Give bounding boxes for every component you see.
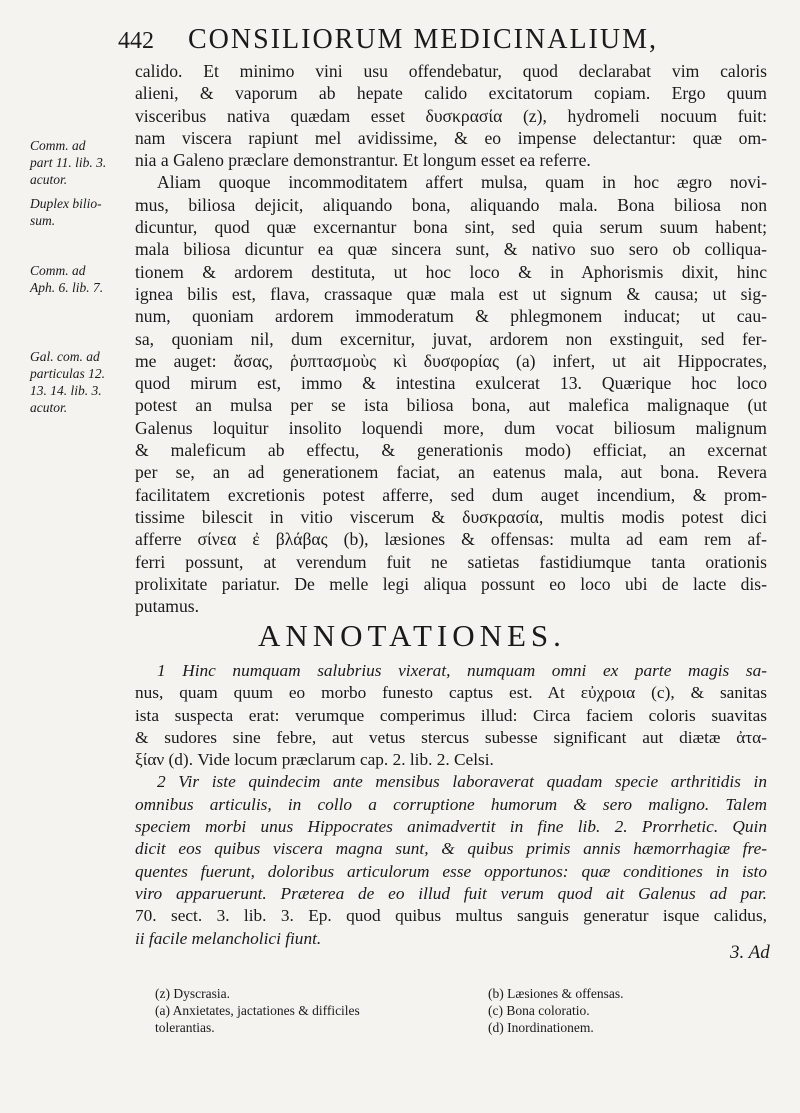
margin-note-duplex: Duplex bilio- sum. bbox=[30, 196, 102, 228]
text-line: Aliam quoque incommoditatem affert mulsa, quam in hoc ægro novi- bbox=[157, 172, 767, 193]
annotations-text bbox=[135, 660, 767, 950]
text-line: dicuntur, quod quæ excernantur bona sint, sed quia serum suum habent; bbox=[135, 217, 767, 238]
margin-note-aph: Comm. ad Aph. 6. lib. 7. bbox=[30, 263, 104, 295]
footnote: (a) Anxietates, jactationes & difficiles bbox=[155, 1003, 360, 1018]
main-text bbox=[135, 60, 767, 617]
footnote: (c) Bona coloratio. bbox=[488, 1003, 590, 1018]
annotation-line: 1 Hinc numquam salubrius vixerat, numquam omni ex parte magis sa- bbox=[157, 661, 767, 680]
catchword: 3. Ad bbox=[730, 942, 770, 963]
text-line: calido. Et minimo vini usu offendebatur, quod declarabat vim caloris bbox=[135, 61, 767, 81]
annotation-line: speciem morbi unus Hippocrates animadvertit in fine lib. 2. Prorrhetic. Quin bbox=[135, 817, 767, 837]
annotations-heading: ANNOTATIONES. bbox=[258, 618, 566, 653]
page-number: 442 bbox=[118, 28, 154, 54]
text-line: nam viscera rapiunt mel avidissime, & eo impense delectantur: quæ om- bbox=[135, 127, 767, 148]
footnotes-left bbox=[155, 985, 360, 1036]
text-line: alieni, & vaporum ab hepate calido excitatorum copiam. Ergo quum bbox=[135, 83, 767, 104]
text-line: num, quoniam ardorem immoderatum & phlegmonem inducat; ut cau- bbox=[135, 306, 767, 327]
annotation-line: omnibus articulis, in collo a corruptione humorum & sero maligno. Talem bbox=[135, 794, 767, 814]
text-line: per se, an ad generationem faciat, an eatenus mala, aut bona. Revera bbox=[135, 462, 767, 483]
text-line: tissime bilescit in vitio viscerum & δυσκρασία, multis modis potest dici bbox=[135, 506, 767, 527]
annotation-line: viro apparuerunt. Præterea de eo illud fuit verum quod ait Galenus ad par. bbox=[135, 883, 767, 903]
text-line: quod mirum est, immo & intestina exulcerat 13. Quærique hoc loco bbox=[135, 373, 767, 394]
footnote: (z) Dyscrasia. bbox=[155, 986, 230, 1001]
text-line: putamus. bbox=[135, 596, 200, 617]
annotation-line: 70. sect. 3. lib. 3. Ep. quod quibus multus sanguis generatur isque calidus, bbox=[135, 906, 767, 926]
text-line: afferre σίνεα ἐ βλάβας (b), læsiones & offensas: multa ad eam rem af- bbox=[135, 529, 767, 550]
margin-note-galen: Gal. com. ad particulas 12. 13. 14. lib. 3. acutor. bbox=[30, 349, 106, 415]
text-line: prolixitate pariatur. De melle legi aliqua possunt eo loco ubi de lacte dis- bbox=[135, 573, 767, 594]
text-line: tionem & ardorem destituta, ut hoc loco & in Aphorismis dixit, hinc bbox=[135, 261, 767, 282]
text-line: me auget: ἄσας, ῥυπτασμοὺς κὶ δυσφορίας (a) infert, ut ait Hippocrates, bbox=[135, 350, 767, 371]
footnote: (d) Inordinationem. bbox=[488, 1020, 594, 1035]
text-line: mus, biliosa dejicit, aliquando bona, aliquando mala. Bona biliosa non bbox=[135, 194, 767, 215]
footnotes-right bbox=[488, 985, 623, 1036]
text-line: sa, quoniam nil, dum excernitur, juvat, ardorem non exstinguit, sed fer- bbox=[135, 328, 767, 349]
annotation-line: ii facile melancholici fiunt. bbox=[135, 928, 322, 948]
text-line: nia a Galeno præclare demonstrantur. Et longum esset ea referre. bbox=[135, 150, 591, 171]
text-line: ferri possunt, at verendum fuit ne satietas fastidiumque tanta orationis bbox=[135, 551, 767, 572]
text-line: mala biliosa dicuntur ea quæ sincera sunt, & nativo suo sero ob colliqua- bbox=[135, 239, 767, 260]
show-through-mark bbox=[735, 962, 795, 1002]
text-line: & maleficum ab effectu, & generationis modo) efficiat, an excernat bbox=[135, 440, 767, 461]
text-line: potest an mulsa per se ista biliosa bona, aut malefica malignaque (ut bbox=[135, 395, 767, 416]
text-line: Galenus loquitur insolito loquendi more, dum vocat biliosum malignum bbox=[135, 417, 767, 438]
annotation-line: ξίαν (d). Vide locum præclarum cap. 2. lib. 2. Celsi. bbox=[135, 750, 494, 770]
text-line: ignea bilis est, flava, crassaque quæ mala est ut signum & causa; ut sig- bbox=[135, 283, 767, 304]
annotation-line: dicit eos quibus viscera magna sunt, & quibus primis annis hæmorrhagiæ fre- bbox=[135, 839, 767, 859]
text-line: facilitatem excretionis potest afferre, sed dum auget incendium, & prom- bbox=[135, 484, 767, 505]
annotation-line: ista suspecta erat: verumque comperimus illud: Circa faciem coloris suavitas bbox=[135, 705, 767, 725]
margin-note-comm-part: Comm. ad part 11. lib. 3. acutor. bbox=[30, 138, 107, 187]
annotation-line: & sudores sine febre, aut vetus stercus subesse significant aut diætæ ἀτα- bbox=[135, 727, 767, 747]
annotation-line: quentes fuerunt, doloribus articulorum esse opportunos: quæ conditiones in isto bbox=[135, 861, 767, 881]
footnote: tolerantias. bbox=[155, 1020, 215, 1035]
page-header bbox=[118, 22, 678, 58]
annotation-line: nus, quam quum eo morbo funesto captus est. At εὐχροια (c), & sanitas bbox=[135, 683, 767, 703]
footnote: (b) Læsiones & offensas. bbox=[488, 986, 624, 1001]
running-head: CONSILIORUM MEDICINALIUM, bbox=[188, 24, 658, 55]
text-line: visceribus nativa quædam esset δυσκρασία (z), hydromeli nocuum fuit: bbox=[135, 105, 767, 126]
show-through-mark bbox=[740, 568, 795, 608]
annotation-line: 2 Vir iste quindecim ante mensibus laboraverat quadam specie arthritidis in bbox=[157, 772, 767, 792]
